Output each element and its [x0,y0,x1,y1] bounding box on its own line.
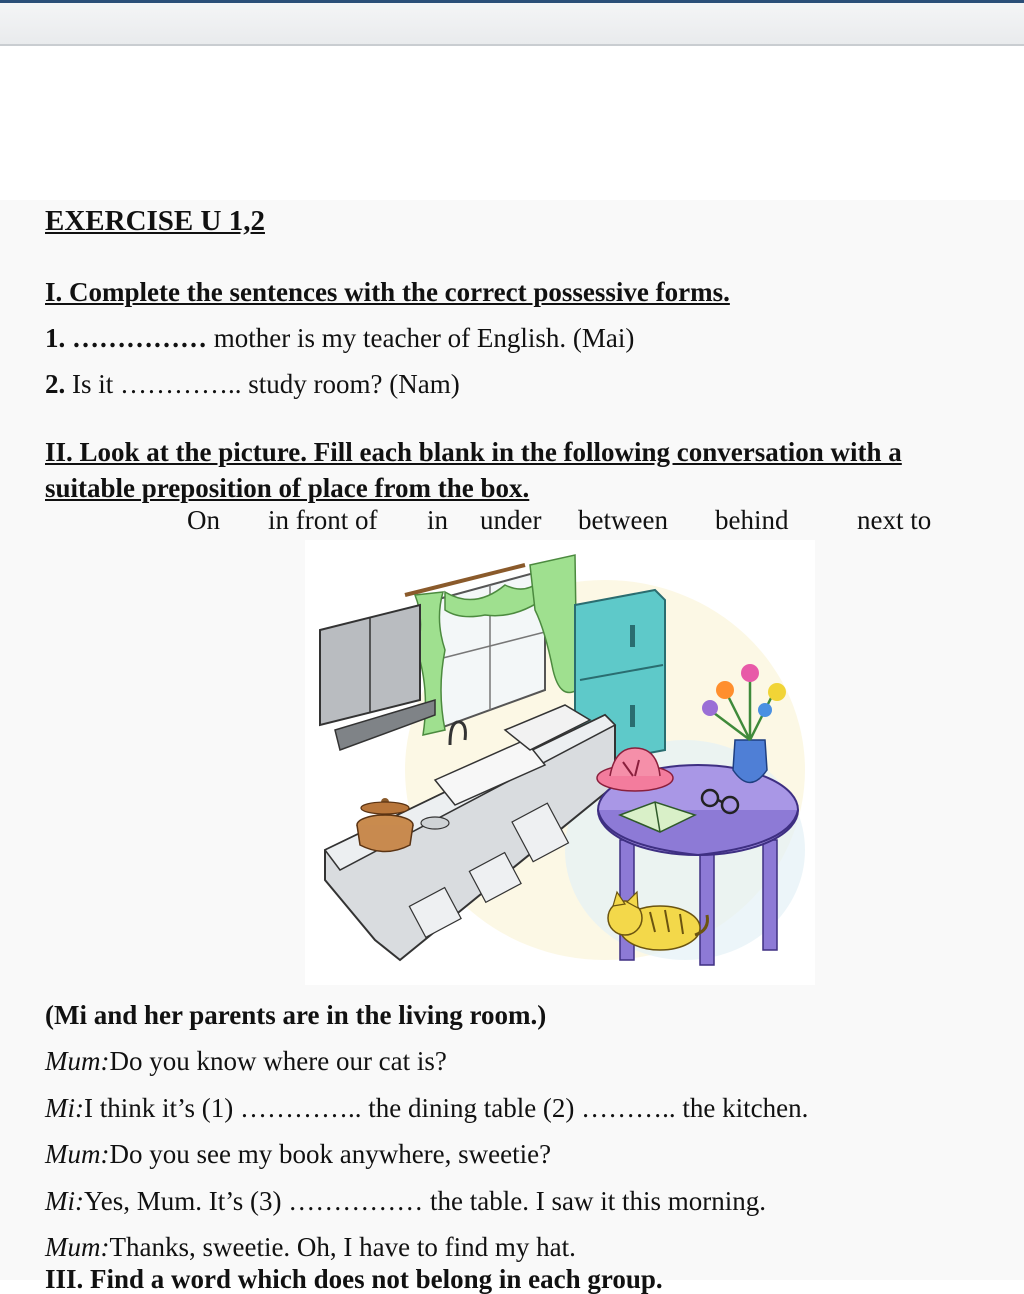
speaker-label: Mum: [45,1046,110,1076]
section-2-heading-line-1: II. Look at the picture. Fill each blank in the following conversation with a [45,437,902,467]
box-word-next-to: next to [857,505,932,535]
question-2-blank: ………….. [120,369,242,399]
section-3-heading: III. Find a word which does not belong in each group. [45,1264,663,1294]
speaker-label: Mum: [45,1139,110,1169]
dialogue-text: Do you see my book anywhere, sweetie? [109,1139,552,1169]
dialogue-text: Yes, Mum. It’s (3) …………… the table. I saw it this morning. [83,1186,766,1216]
box-word-behind: behind [715,505,789,535]
question-1-blank: …………… [72,323,207,353]
kitchen-illustration [305,540,815,985]
dialogue-line-5 [45,1232,576,1263]
dialogue-text: Thanks, sweetie. Oh, I have to find my hat. [109,1232,576,1262]
section-2-heading-line-2: suitable preposition of place from the box. [45,473,530,503]
browser-toolbar [0,0,1024,46]
speaker-label: Mi: [45,1093,84,1123]
dialogue-line-4 [45,1186,766,1217]
dialogue-line-3 [45,1139,551,1170]
question-2-text-before: Is it [72,369,114,399]
section-1-heading: I. Complete the sentences with the correct possessive forms. [45,277,730,307]
box-word-in-front-of: in front of [268,505,378,535]
dialogue-text: Do you know where our cat is? [109,1046,447,1076]
box-word-in: in [427,505,449,535]
speaker-label: Mum: [45,1232,110,1262]
question-2 [45,369,460,400]
dialogue-line-2 [45,1093,808,1124]
question-1-number: 1. [45,323,66,353]
dialogue-intro: (Mi and her parents are in the living room.) [45,1000,547,1030]
dialogue-line-1 [45,1046,447,1077]
dialogue-text: I think it’s (1) ………….. the dining table (2) ……….. the kitchen. [83,1093,809,1123]
section-3-heading-cropped [45,1264,805,1294]
question-2-text: study room? (Nam) [248,369,460,399]
box-word-under: under [480,505,542,535]
box-word-between: between [578,505,668,535]
question-2-number: 2. [45,369,66,399]
speaker-label: Mi: [45,1186,84,1216]
question-1-text: mother is my teacher of English. (Mai) [213,323,635,353]
box-word-on: On [187,505,220,535]
exercise-title: EXERCISE U 1,2 [45,205,265,237]
question-1 [45,323,634,354]
